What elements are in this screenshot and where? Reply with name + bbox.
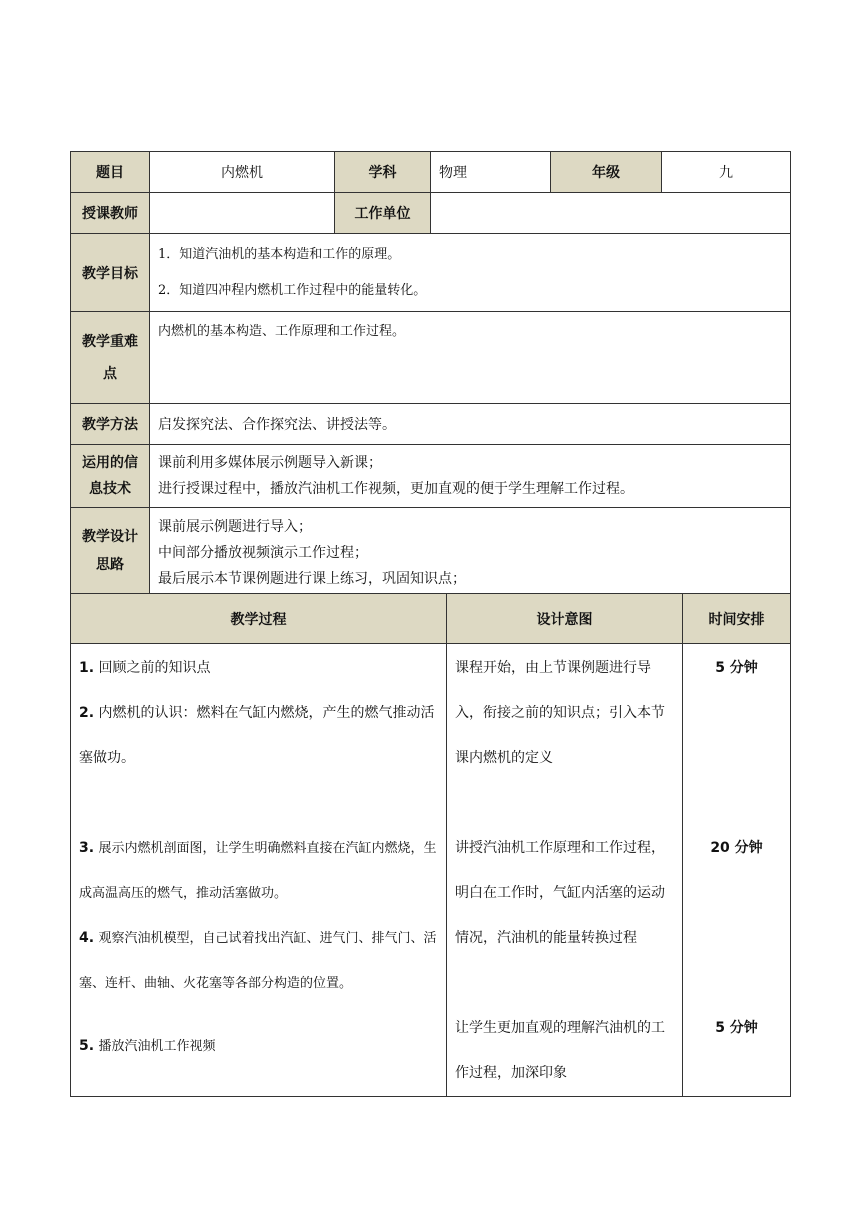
info-tech-line: 进行授课过程中，播放汽油机工作视频，更加直观的便于学生理解工作过程。 [158, 481, 634, 497]
goals-label: 教学目标 [71, 234, 150, 312]
info-table [70, 151, 791, 594]
grade-value: 九 [662, 152, 791, 193]
step-item: 5. 播放汽油机工作视频 [79, 1038, 216, 1054]
col-time-header: 时间安排 [683, 594, 791, 644]
design-line: 最后展示本节课例题进行课上练习，巩固知识点； [158, 571, 466, 587]
process-times [683, 644, 791, 1097]
process-table [70, 593, 791, 1097]
step-item: 2. 内燃机的认识：燃料在气缸内燃烧，产生的燃气推动活塞做功。 [79, 705, 435, 766]
step-block-2 [79, 826, 438, 1006]
col-intent-header: 设计意图 [447, 594, 683, 644]
lesson-plan-sheet [70, 151, 790, 1097]
design-line: 中间部分播放视频演示工作过程； [158, 545, 368, 561]
process-intents [447, 644, 683, 1097]
intent-item: 讲授汽油机工作原理和工作过程，明白在工作时，气缸内活塞的运动情况，汽油机的能量转换过程 [455, 840, 665, 946]
goals-list [150, 234, 791, 312]
step-item: 3. 展示内燃机剖面图，让学生明确燃料直接在汽缸内燃烧，生成高温高压的燃气，推动活塞做功。 [79, 840, 437, 901]
row-teacher [71, 193, 791, 234]
step-block-3 [79, 1024, 438, 1069]
subject-value: 物理 [431, 152, 551, 193]
design-label: 教学设计思路 [71, 508, 150, 594]
intent-item: 让学生更加直观的理解汽油机的工作过程，加深印象 [455, 1020, 665, 1081]
time-item: 5 分钟 [715, 660, 758, 676]
row-info-tech [71, 445, 791, 508]
row-design [71, 508, 791, 594]
unit-label: 工作单位 [335, 193, 431, 234]
info-tech-label: 运用的信息技术 [71, 445, 150, 508]
topic-value: 内燃机 [150, 152, 335, 193]
key-points-label: 教学重难点 [71, 312, 150, 404]
step-item: 1. 回顾之前的知识点 [79, 660, 211, 676]
topic-label: 题目 [71, 152, 150, 193]
time-item: 5 分钟 [715, 1020, 758, 1036]
row-key-points [71, 312, 791, 404]
design-line: 课前展示例题进行导入； [158, 519, 312, 535]
goal-item: 2．知道四冲程内燃机工作过程中的能量转化。 [158, 282, 427, 298]
design-lines [150, 508, 791, 594]
col-process-header: 教学过程 [71, 594, 447, 644]
key-points-value: 内燃机的基本构造、工作原理和工作过程。 [150, 312, 791, 404]
intent-item: 课程开始，由上节课例题进行导入，衔接之前的知识点；引入本节课内燃机的定义 [455, 660, 665, 766]
step-block-1 [79, 644, 438, 781]
time-item: 20 分钟 [710, 840, 763, 856]
process-body-row [71, 644, 791, 1097]
teacher-value [150, 193, 335, 234]
goal-item: 1．知道汽油机的基本构造和工作的原理。 [158, 246, 401, 262]
subject-label: 学科 [335, 152, 431, 193]
info-tech-line: 课前利用多媒体展示例题导入新课； [158, 455, 382, 471]
grade-label: 年级 [551, 152, 662, 193]
row-topic [71, 152, 791, 193]
unit-value [431, 193, 791, 234]
info-tech-lines [150, 445, 791, 508]
methods-value: 启发探究法、合作探究法、讲授法等。 [150, 404, 791, 445]
row-goals [71, 234, 791, 312]
process-steps [71, 644, 447, 1097]
row-methods [71, 404, 791, 445]
step-item: 4. 观察汽油机模型，自己试着找出汽缸、进气门、排气门、活塞、连杆、曲轴、火花塞等各部分构造的位置。 [79, 930, 437, 991]
process-header-row [71, 594, 791, 644]
methods-label: 教学方法 [71, 404, 150, 445]
teacher-label: 授课教师 [71, 193, 150, 234]
